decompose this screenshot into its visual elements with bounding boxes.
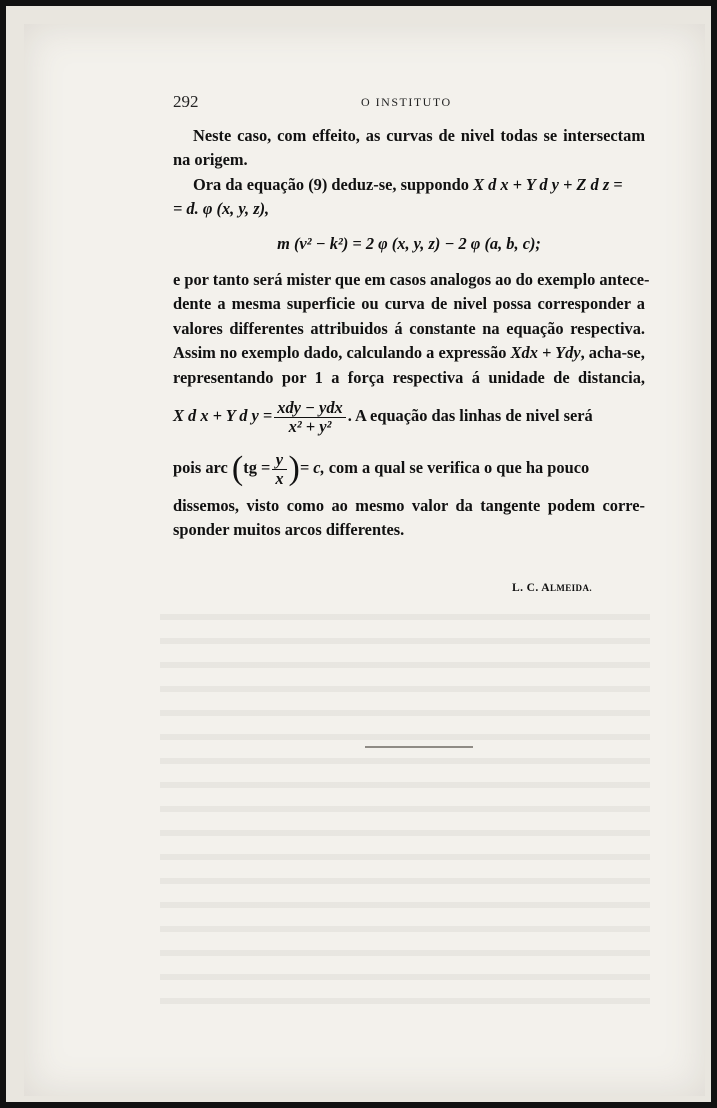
text-line: na origem. <box>173 150 248 170</box>
fraction-numerator: y <box>272 451 286 470</box>
fraction <box>272 451 286 488</box>
text-line: representando por 1 a força respectiva á unidade de distancia, <box>173 367 645 387</box>
math-span: X d x + Y d y = <box>173 405 273 425</box>
math-span: Xdx + Ydy <box>510 343 581 363</box>
paren-open: ( <box>231 450 244 488</box>
text-span: com a qual se verifica o que ha pouco <box>324 457 590 477</box>
math-span: = c, <box>299 457 325 477</box>
author-signature <box>512 582 592 594</box>
text-span: . A equação das linhas de nivel será <box>347 405 593 425</box>
text-line <box>173 173 645 197</box>
signature-surname: LMEIDA. <box>549 583 593 593</box>
text-line <box>173 341 645 365</box>
page-header <box>173 92 643 114</box>
fraction <box>274 399 345 436</box>
show-through-text <box>160 600 650 1020</box>
fraction-numerator: xdy − ydx <box>274 399 345 418</box>
text-line: e por tanto será mister que em casos analogos ao do exemplo antece- <box>173 269 650 289</box>
text-line: sponder muitos arcos differentes. <box>173 520 405 540</box>
text-span: tg = <box>243 457 271 477</box>
text-span: pois arc <box>173 457 228 477</box>
text-span: Assim no exemplo dado, calculando a expressão <box>173 343 511 363</box>
math-span: X d x + Y d y + Z d z = <box>473 174 623 194</box>
page-number: 292 <box>173 92 199 111</box>
paren-close: ) <box>288 450 300 488</box>
text-line: valores differentes attribuidos á constante na equação respectiva. <box>173 318 645 338</box>
text-span: , acha-se, <box>580 343 645 363</box>
running-title: O INSTITUTO <box>361 95 452 109</box>
equation-line <box>173 390 645 442</box>
article-body <box>173 124 650 543</box>
signature-initials: L. C. A <box>512 582 550 594</box>
fraction-denominator: x <box>275 468 284 488</box>
text-line: dissemos, visto como ao mesmo valor da tangente podem corre- <box>173 495 645 515</box>
display-equation: m (v² − k²) = 2 φ (x, y, z) − 2 φ (a, b, c); <box>277 233 541 253</box>
text-line: dente a mesma superficie ou curva de nivel possa corresponder a <box>173 294 645 314</box>
fraction-denominator: x² + y² <box>288 416 332 436</box>
text-line: Neste caso, com effeito, as curvas de nivel todas se intersectam <box>193 126 645 145</box>
text-span: Ora da equação (9) deduz-se, suppondo <box>193 174 474 194</box>
math-line: = d. φ (x, y, z), <box>173 199 270 219</box>
show-through-rule <box>365 746 473 748</box>
equation-line <box>173 442 645 494</box>
